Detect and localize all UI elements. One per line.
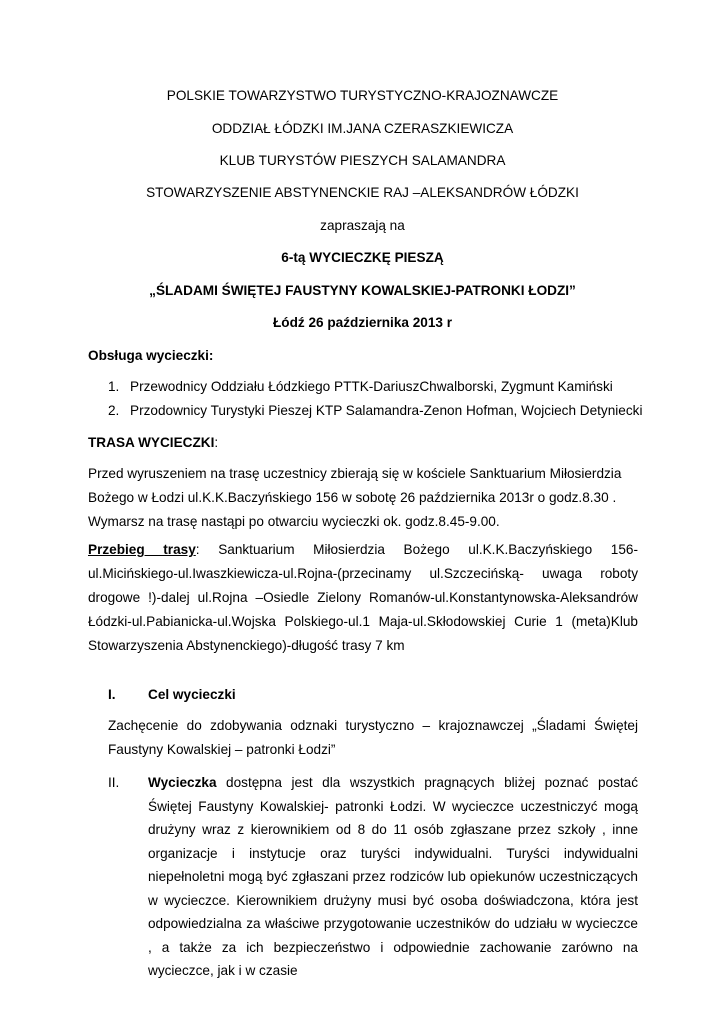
route-course-paragraph [88, 538, 638, 658]
section-goal-text: Zachęcenie do zdobywania odznaki turystyczno – krajoznawczej „Śladami Świętej Faustyny Kowalskiej – patronki Łodzi” [108, 718, 638, 757]
staff-item-leaders: Przodownicy Turystyki Pieszej KTP Salamandra-Zenon Hofman, Wojciech Detyniecki [130, 403, 643, 418]
invite-text: zapraszają na [320, 218, 405, 233]
staff-heading: Obsługa wycieczki: [88, 348, 214, 363]
section-number: II. [108, 775, 120, 790]
route-course-text: : Sanktuarium Miłosierdzia Bożego ul.K.K.Baczyńskiego 156-ul.Micińskiego-ul.Iwaszkiewicza-ul.Rojna-(przecinamy ul.Szczecińską- uwaga roboty drogowe !)-dalej ul.Rojna –Osiedle Zielony Romanów-ul.Konstantynowska-Aleksandrów Łódzki-ul.Pabianicka-ul.Wojska Polskiego-ul.1 Maja-ul.Skłodowskiej Curie 1 (meta)Klub Stowarzyszenia Abstynenckiego)-długość trasy 7 km [88, 542, 639, 653]
event-date: Łódź 26 października 2013 r [272, 315, 453, 330]
section-participation-body: dostępna jest dla wszystkich pragnących bliżej poznać postać Świętej Faustyny Kowalskiej- patronki Łodzi. W wycieczce uczestniczyć mogą drużyny wraz z kierownikiem od 8 do 11 osób zgłaszane przez szkoły , inne organizacje i instytucje oraz turyści indywidualni. Turyści indywidualni niepełnoletni mogą być zgłaszani przez rodziców lub opiekunów uczestniczących w wycieczce. Kierownikiem drużyny musi być osoba doświadczona, która jest odpowiedzialna za właściwe przygotowanie uczestników do udziału w wycieczce , a także za ich bezpieczeństwo i odpowiednie zachowanie zarówno na wycieczce, jak i w czasie [148, 775, 638, 978]
section-title-goal: Cel wycieczki [148, 687, 236, 702]
staff-item-number: 2. [108, 403, 120, 418]
event-name: 6-tą WYCIECZKĘ PIESZĄ [281, 250, 444, 265]
org-club: KLUB TURYSTÓW PIESZYCH SALAMANDRA [219, 153, 506, 168]
org-association: STOWARZYSZENIE ABSTYNENCKIE RAJ –ALEKSANDRÓW ŁÓDZKI [146, 185, 579, 200]
route-heading-label: TRASA WYCIECZKI [88, 435, 215, 450]
route-course-label: Przebieg trasy [88, 542, 196, 557]
section-number: I. [108, 687, 116, 702]
staff-item-number: 1. [108, 379, 120, 394]
route-heading-colon: : [214, 435, 219, 450]
org-branch: ODDZIAŁ ŁÓDZKI IM.JANA CZERASZKIEWICZA [211, 121, 514, 136]
route-heading [88, 435, 218, 451]
meeting-paragraph: Przed wyruszeniem na trasę uczestnicy zbierają się w kościele Sanktuarium Miłosierdzia Bożego w Łodzi ul.K.K.Baczyńskiego 156 w sobotę 26 października 2013r o godz.8.30 . Wymarsz na trasę nastąpi po otwarciu wycieczki ok. godz.8.45-9.00. [88, 466, 622, 529]
org-name-pttk: POLSKIE TOWARZYSTWO TURYSTYCZNO-KRAJOZNAWCZE [166, 88, 559, 103]
section-participation-label: Wycieczka [148, 775, 217, 790]
section-participation-text [148, 771, 638, 983]
staff-item-guides: Przewodnicy Oddziału Łódzkiego PTTK-DariuszChwalborski, Zygmunt Kamiński [130, 379, 613, 394]
event-title: „ŚLADAMI ŚWIĘTEJ FAUSTYNY KOWALSKIEJ-PATRONKI ŁODZI” [149, 283, 576, 298]
